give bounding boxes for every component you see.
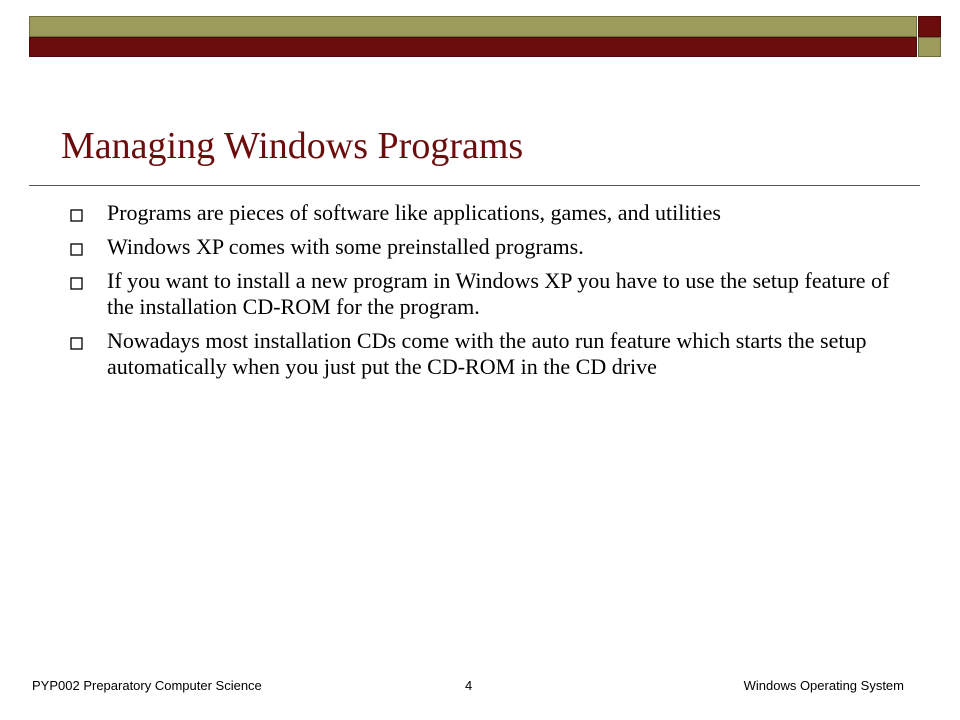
header-square-olive [918,37,941,57]
hollow-square-icon [70,209,83,222]
hollow-square-icon [70,243,83,256]
header-bar-olive [29,16,917,37]
bullet-text: Programs are pieces of software like applications, games, and utilities [107,200,721,225]
hollow-square-icon [70,277,83,290]
bullet-text: If you want to install a new program in Windows XP you have to use the setup feature of the installation CD-ROM for the program. [107,268,890,319]
bullet-item [70,200,900,226]
bullet-text: Nowadays most installation CDs come with the auto run feature which starts the setup automatically when you just put the CD-ROM in the CD drive [107,328,867,379]
header-square-maroon [918,16,941,37]
slide-title: Managing Windows Programs [61,125,524,167]
hollow-square-icon [70,337,83,350]
footer-course: PYP002 Preparatory Computer Science [32,678,262,693]
header-bar-maroon [29,37,917,57]
footer-topic: Windows Operating System [743,678,904,693]
bullet-item [70,234,900,260]
bullet-list [70,200,900,388]
header-decoration [0,0,960,64]
bullet-item [70,268,900,320]
footer-page-number: 4 [465,678,473,693]
bullet-item [70,328,900,380]
bullet-text: Windows XP comes with some preinstalled programs. [107,234,584,259]
title-divider [29,185,920,186]
